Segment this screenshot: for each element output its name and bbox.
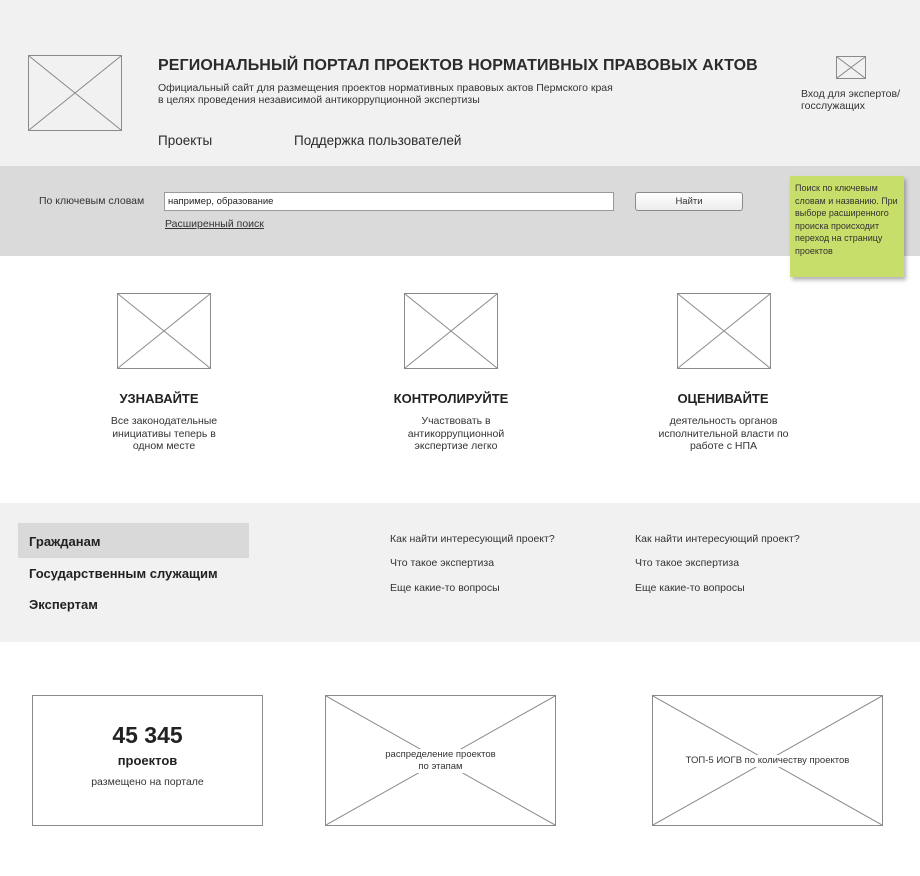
advanced-search-link[interactable]: Расширенный поиск xyxy=(165,218,264,230)
stat-number: 45 345 xyxy=(112,722,183,748)
search-label: По ключевым словам xyxy=(39,195,145,207)
feature-image-placeholder xyxy=(117,293,211,369)
stat-caption: размещено на портале xyxy=(91,776,204,788)
logo-image-placeholder[interactable] xyxy=(28,55,122,131)
feature-image-placeholder xyxy=(677,293,771,369)
page-subtitle-line2: в целях проведения независимой антикоррупционной экспертизы xyxy=(158,94,480,106)
top5-chart-caption: ТОП-5 ИОГВ по количеству проектов xyxy=(677,755,858,767)
nav-support[interactable]: Поддержка пользователей xyxy=(294,133,462,148)
audience-tab-experts[interactable]: Экспертам xyxy=(29,597,98,612)
faq-link[interactable]: Что такое экспертиза xyxy=(635,557,740,569)
faq-link[interactable]: Что такое экспертиза xyxy=(390,557,495,569)
page-subtitle-line1: Официальный сайт для размещения проектов нормативных правовых актов Пермского края xyxy=(158,82,613,94)
faq-link[interactable]: Как найти интересующий проект? xyxy=(635,533,800,545)
feature-image-placeholder xyxy=(404,293,498,369)
feature-title: ОЦЕНИВАЙТЕ xyxy=(677,391,769,406)
sticky-note: Поиск по ключевым словам и названию. При выборе расширенного происка происходит переход на страницу проектов xyxy=(790,176,904,277)
search-bar xyxy=(0,166,920,256)
feature-text: деятельность органов исполнительной власти по работе с НПА xyxy=(658,415,789,452)
search-input[interactable] xyxy=(164,192,614,211)
audience-tab-officials[interactable]: Государственным служащим xyxy=(29,566,218,581)
login-link[interactable]: Вход для экспертов/ госслужащих xyxy=(801,88,901,112)
stat-unit: проектов xyxy=(117,753,178,768)
nav-projects[interactable]: Проекты xyxy=(158,133,213,148)
login-icon[interactable] xyxy=(836,56,866,79)
faq-link[interactable]: Еще какие-то вопросы xyxy=(390,582,500,594)
feature-title: УЗНАВАЙТЕ xyxy=(119,391,199,406)
feature-text: Все законодательные инициативы теперь в одном месте xyxy=(110,415,218,452)
audience-tab-citizens[interactable]: Гражданам xyxy=(29,534,101,549)
faq-link[interactable]: Еще какие-то вопросы xyxy=(635,582,745,594)
faq-link[interactable]: Как найти интересующий проект? xyxy=(390,533,555,545)
search-button[interactable]: Найти xyxy=(635,192,743,211)
feature-text: Участвовать в антикоррупционной экспертизе легко xyxy=(407,415,505,452)
stages-chart-caption: распределение проектов по этапам xyxy=(380,749,501,773)
feature-title: КОНТРОЛИРУЙТЕ xyxy=(393,391,509,406)
page-title: РЕГИОНАЛЬНЫЙ ПОРТАЛ ПРОЕКТОВ НОРМАТИВНЫХ ПРАВОВЫХ АКТОВ xyxy=(158,57,758,74)
